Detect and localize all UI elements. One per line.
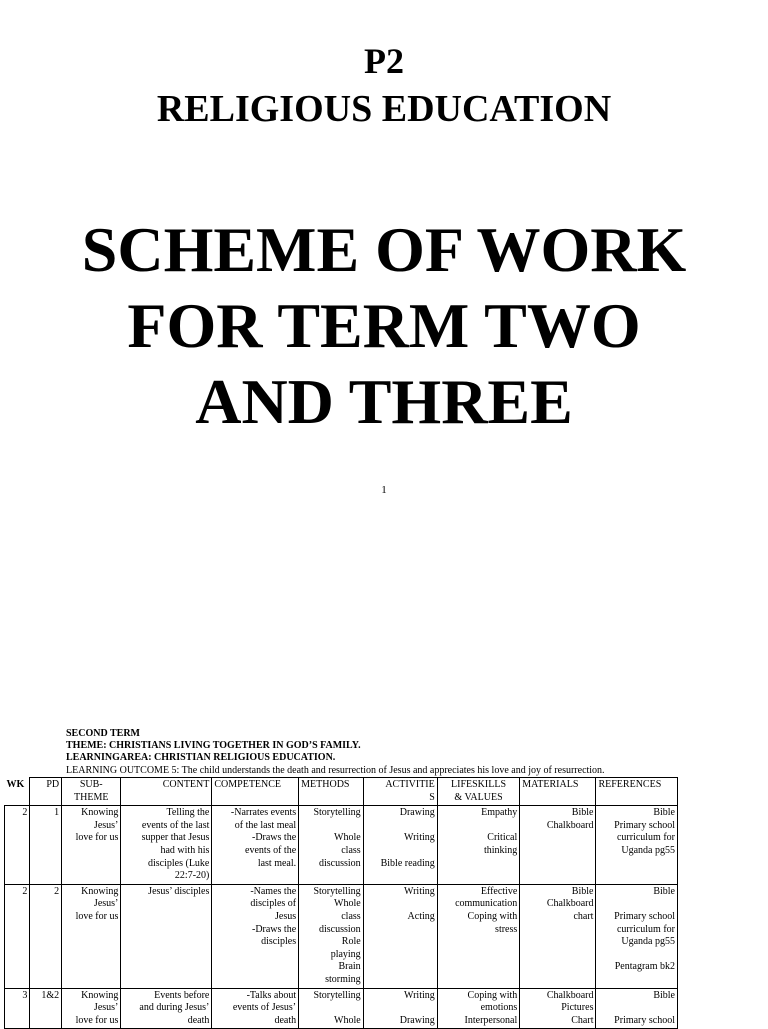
header-wk: WK bbox=[6, 778, 25, 790]
cell-competence-text: -Talks about events of Jesus’ death bbox=[232, 989, 297, 1026]
cell-wk-text: 2 bbox=[22, 807, 28, 819]
cell-content bbox=[121, 884, 212, 988]
table-row bbox=[5, 988, 678, 1029]
cell-activities bbox=[363, 884, 437, 988]
cell-activities bbox=[363, 988, 437, 1029]
cell-content-text: Jesus’ disciples bbox=[148, 885, 210, 897]
scheme-table bbox=[4, 777, 678, 1029]
cell-pd-text: 2 bbox=[54, 885, 60, 897]
grade-title: P2 bbox=[364, 41, 404, 81]
cell-lifeskills-text: Effective communication Coping with stress bbox=[455, 885, 518, 935]
cell-content-text: Events before and during Jesus’ death bbox=[139, 989, 210, 1026]
cell-lifeskills bbox=[437, 806, 520, 885]
theme-label: THEME: CHRISTIANS LIVING TOGETHER IN GOD’S FAMILY. bbox=[66, 740, 361, 751]
cell-materials-text: Bible Chalkboard bbox=[546, 807, 594, 831]
cell-sub-theme bbox=[62, 884, 121, 988]
header-materials: MATERIALS bbox=[520, 778, 596, 806]
cell-methods bbox=[299, 988, 364, 1029]
cell-pd-text: 1&2 bbox=[41, 989, 60, 1001]
cell-sub-theme bbox=[62, 806, 121, 885]
header-lifeskills bbox=[437, 778, 520, 806]
cell-lifeskills-text: Empathy Critical thinking bbox=[481, 807, 518, 856]
header-content: CONTENT bbox=[121, 778, 212, 806]
cell-references-text: Bible Primary school curriculum for Uganda pg55 Pentagram bk2 bbox=[614, 885, 675, 973]
cell-pd-text: 1 bbox=[54, 807, 60, 819]
cell-lifeskills-text: Coping with emotions Interpersonal bbox=[464, 989, 518, 1026]
cell-wk bbox=[5, 884, 30, 988]
table-row bbox=[5, 884, 678, 988]
header-pd: PD bbox=[30, 778, 62, 806]
cell-pd bbox=[30, 806, 62, 885]
cell-sub-theme-text: Knowing Jesus’ love for us bbox=[75, 885, 119, 922]
cell-activities-text: Writing Drawing bbox=[399, 989, 435, 1026]
cell-sub-theme-text: Knowing Jesus’ love for us bbox=[75, 989, 119, 1026]
cell-materials bbox=[520, 884, 596, 988]
cell-activities-text: Drawing Writing Bible reading bbox=[380, 807, 435, 869]
page-number: 1 bbox=[381, 484, 387, 496]
table-header-row bbox=[5, 778, 678, 806]
learning-outcome-label: LEARNING OUTCOME 5: The child understands the death and resurrection of Jesus and appreciates his love and joy of resurrection. bbox=[66, 765, 605, 776]
cell-wk bbox=[5, 988, 30, 1029]
cell-materials bbox=[520, 988, 596, 1029]
table-row bbox=[5, 806, 678, 885]
cell-wk bbox=[5, 806, 30, 885]
cell-wk-text: 2 bbox=[22, 885, 28, 897]
cell-competence-text: -Names the disciples of Jesus -Draws the disciples bbox=[250, 885, 297, 948]
cell-methods bbox=[299, 806, 364, 885]
cell-lifeskills bbox=[437, 884, 520, 988]
cell-references-text: Bible Primary school curriculum for Uganda pg55 bbox=[614, 807, 675, 856]
scheme-title-line-2: FOR TERM TWO bbox=[127, 290, 641, 361]
header-sub-theme-text: SUB- THEME bbox=[74, 779, 109, 803]
cell-sub-theme bbox=[62, 988, 121, 1029]
cell-materials bbox=[520, 806, 596, 885]
cell-references-text: Bible Primary school bbox=[614, 989, 675, 1026]
cell-activities-text: Writing Acting bbox=[404, 885, 435, 922]
learning-area-label: LEARNINGAREA: CHRISTIAN RELIGIOUS EDUCATION. bbox=[66, 752, 336, 763]
header-competence: COMPETENCE bbox=[212, 778, 299, 806]
cell-materials-text: Bible Chalkboard chart bbox=[546, 885, 594, 922]
term-label: SECOND TERM bbox=[66, 728, 140, 739]
cell-references bbox=[596, 884, 678, 988]
cell-methods-text: Storytelling Whole bbox=[313, 989, 361, 1026]
cell-competence bbox=[212, 988, 299, 1029]
cell-materials-text: Chalkboard Pictures Chart bbox=[546, 989, 594, 1026]
cell-content bbox=[121, 988, 212, 1029]
header-activities bbox=[363, 778, 437, 806]
cell-activities bbox=[363, 806, 437, 885]
header-methods: METHODS bbox=[299, 778, 364, 806]
cell-lifeskills bbox=[437, 988, 520, 1029]
cell-pd bbox=[30, 988, 62, 1029]
cell-content bbox=[121, 806, 212, 885]
header-sub-theme bbox=[62, 778, 121, 806]
cell-competence bbox=[212, 884, 299, 988]
scheme-title bbox=[0, 212, 768, 440]
cell-wk-text: 3 bbox=[22, 989, 28, 1001]
cell-methods bbox=[299, 884, 364, 988]
cell-references bbox=[596, 806, 678, 885]
scheme-title-line-1: SCHEME OF WORK bbox=[81, 214, 687, 285]
header-references: REFERENCES bbox=[596, 778, 678, 806]
cell-methods-text: Storytelling Whole class discussion bbox=[313, 807, 361, 869]
cell-references bbox=[596, 988, 678, 1029]
header-activities-text: ACTIVITIE S bbox=[385, 779, 435, 803]
scheme-title-line-3: AND THREE bbox=[195, 366, 573, 437]
subject-title: RELIGIOUS EDUCATION bbox=[156, 88, 612, 130]
cell-competence-text: -Narrates events of the last meal -Draws the events of the last meal. bbox=[230, 807, 297, 869]
cell-methods-text: Storytelling Whole class discussion Role playing Brain storming bbox=[313, 885, 361, 985]
cell-competence bbox=[212, 806, 299, 885]
cell-pd bbox=[30, 884, 62, 988]
cell-sub-theme-text: Knowing Jesus’ love for us bbox=[75, 807, 119, 844]
header-lifeskills-text: LIFESKILLS & VALUES bbox=[451, 779, 507, 803]
cell-content-text: Telling the events of the last supper that Jesus had with his disciples (Luke 22:7-20) bbox=[141, 807, 210, 882]
